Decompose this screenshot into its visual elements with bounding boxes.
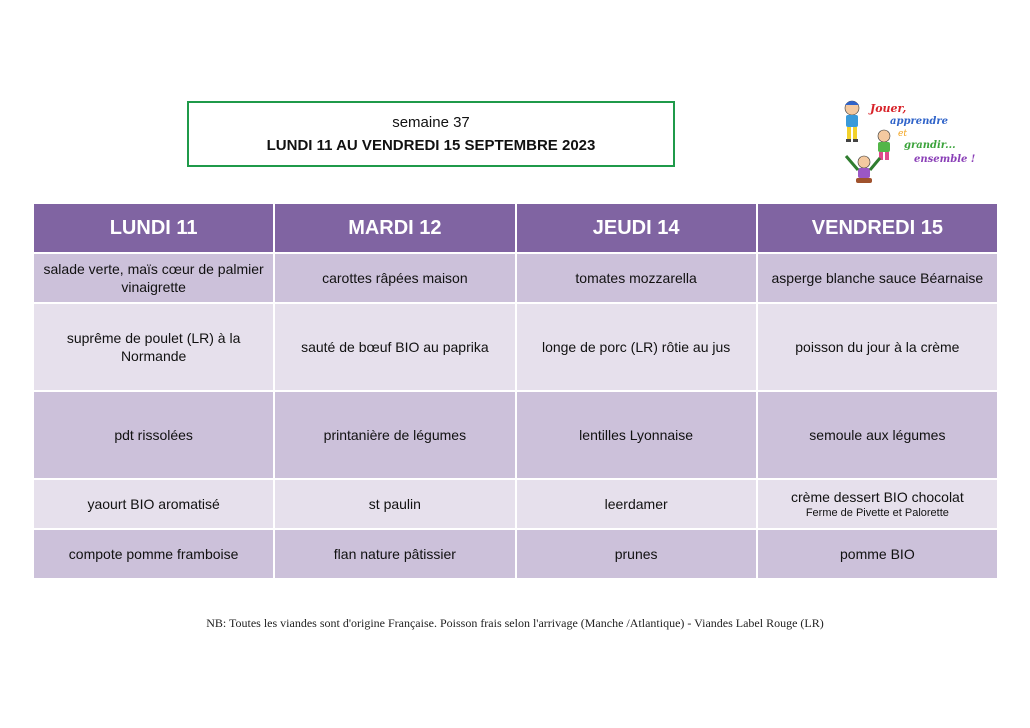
logo-text-4: grandir... (904, 140, 956, 151)
menu-cell-text: crème dessert BIO chocolat (791, 489, 964, 505)
header-row (33, 203, 998, 253)
logo-text-5: ensemble ! (914, 154, 976, 165)
table-row-dessert (33, 529, 998, 579)
table-row-dairy (33, 479, 998, 529)
day-header: JEUDI 14 (516, 203, 757, 253)
logo-text-1: Jouer, (870, 102, 907, 115)
date-range-title: LUNDI 11 AU VENDREDI 15 SEPTEMBRE 2023 (266, 137, 596, 154)
table-row-main (33, 303, 998, 391)
table-row-side (33, 391, 998, 479)
menu-cell: pomme BIO (757, 529, 998, 579)
menu-cell: st paulin (274, 479, 515, 529)
menu-cell: printanière de légumes (274, 391, 515, 479)
menu-cell: semoule aux légumes (757, 391, 998, 479)
table-row-starter (33, 253, 998, 303)
menu-cell: asperge blanche sauce Béarnaise (757, 253, 998, 303)
menu-cell: longe de porc (LR) rôtie au jus (516, 303, 757, 391)
menu-cell: tomates mozzarella (516, 253, 757, 303)
supplier-note: Ferme de Pivette et Palorette (805, 507, 949, 519)
menu-cell: carottes râpées maison (274, 253, 515, 303)
day-header: MARDI 12 (274, 203, 515, 253)
menu-cell: poisson du jour à la crème (757, 303, 998, 391)
menu-cell: salade verte, maïs cœur de palmier vinaigrette (33, 253, 274, 303)
day-header: VENDREDI 15 (757, 203, 998, 253)
menu-cell-dessert (757, 479, 998, 529)
menu-cell: pdt rissolées (33, 391, 274, 479)
week-label: semaine 37 (392, 114, 470, 131)
menu-cell: yaourt BIO aromatisé (33, 479, 274, 529)
menu-cell: sauté de bœuf BIO au paprika (274, 303, 515, 391)
menu-cell: lentilles Lyonnaise (516, 391, 757, 479)
menu-cell: leerdamer (516, 479, 757, 529)
day-header: LUNDI 11 (33, 203, 274, 253)
footnote: NB: Toutes les viandes sont d'origine Française. Poisson frais selon l'arrivage (Manche /Atlantique) - Viandes Label Rouge (LR) (206, 616, 824, 630)
menu-table (32, 202, 999, 580)
menu-cell: flan nature pâtissier (274, 529, 515, 579)
title-box (187, 101, 675, 167)
logo-text-2: apprendre (890, 116, 948, 127)
menu-cell: prunes (516, 529, 757, 579)
logo-text-3: et (898, 129, 907, 139)
menu-cell: suprême de poulet (LR) à la Normande (33, 303, 274, 391)
menu-cell: compote pomme framboise (33, 529, 274, 579)
kids-logo (838, 96, 988, 188)
